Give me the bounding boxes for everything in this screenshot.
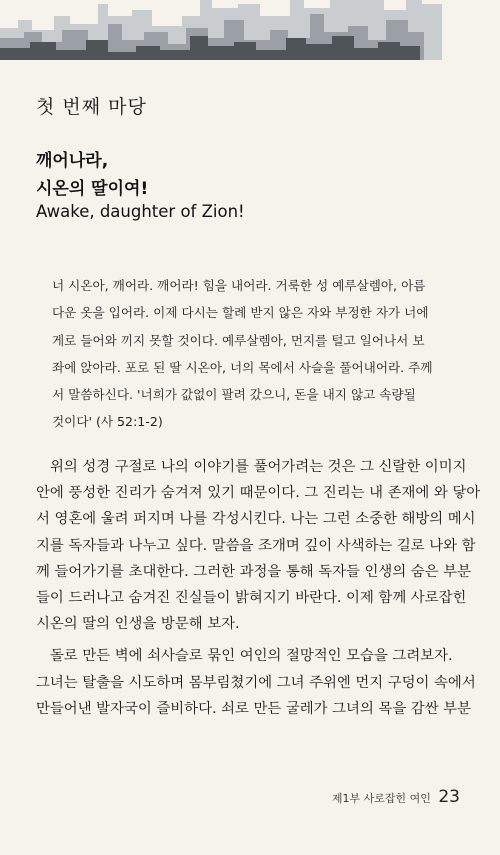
body-line: 시온의 딸의 인생을 방문해 보자. xyxy=(36,616,240,633)
body-line: 만들어낸 발자국이 즐비하다. 쇠로 만든 굴레가 그녀의 목을 감싼 부분 xyxy=(36,700,471,717)
body-line: 께 들어가기를 초대한다. 그러한 과정을 통해 독자들 인생의 숨은 부분 xyxy=(36,563,471,580)
quote-line: 게로 들어와 끼지 못할 것이다. 예루살렘아, 먼지를 털고 일어나서 보 xyxy=(52,332,425,348)
running-head: 제1부 사로잡힌 여인 xyxy=(331,792,431,805)
page-number: 23 xyxy=(438,787,460,807)
page-footer xyxy=(332,787,460,807)
body-line: 위의 성경 구절로 나의 이야기를 풀어가려는 것은 그 신랄한 이미지 xyxy=(50,459,467,475)
quote-line: 다운 옷을 입어라. 이제 다시는 할례 받지 않은 자와 부정한 자가 너에 xyxy=(52,305,429,321)
body-line: 돌로 만든 벽에 쇠사슬로 묶인 여인의 절망적인 모습을 그려보자. xyxy=(50,648,453,665)
quote-line: 서 말씀하신다. '너희가 값없이 팔려 갔으니, 돈을 내지 않고 속량될 xyxy=(52,387,416,403)
body-line: 들이 드러나고 숨겨진 진실들이 밝혀지기 바란다. 이제 함께 사로잡힌 xyxy=(36,590,467,607)
body-line: 그녀는 탈출을 시도하며 몸부림쳤기에 그녀 주위엔 먼지 구덩이 속에서 xyxy=(36,674,476,691)
body-line: 서 영혼에 울려 퍼지며 나를 각성시킨다. 나는 그런 소중한 해방의 메시 xyxy=(36,511,476,528)
quote-line: 좌에 앉아라. 포로 된 딸 시온아, 너의 목에서 사슬을 풀어내어라. 주께 xyxy=(52,359,433,375)
body-line: 지를 독자들과 나누고 싶다. 말씀을 조개며 깊이 사색하는 길로 나와 함 xyxy=(36,537,476,554)
scripture-quote xyxy=(52,272,452,436)
chapter-title-korean-line-1: 깨어나라, xyxy=(36,151,109,171)
chapter-title-english: Awake, daughter of Zion! xyxy=(36,202,245,221)
body-text xyxy=(36,454,481,722)
body-line: 안에 풍성한 진리가 숨겨져 있기 때문이다. 그 진리는 내 존재에 와 닿아 xyxy=(36,485,481,502)
city-skyline-banner xyxy=(0,0,500,60)
quote-line: 너 시온아, 깨어라. 깨어라! 힘을 내어라. 거룩한 성 예루살렘아, 아름 xyxy=(52,278,426,293)
chapter-title-korean-line-2: 시온의 딸이여! xyxy=(36,179,149,199)
quote-line: 것이다' (사 52:1-2) xyxy=(52,414,163,430)
section-heading: 첫 번째 마당 xyxy=(36,96,147,118)
